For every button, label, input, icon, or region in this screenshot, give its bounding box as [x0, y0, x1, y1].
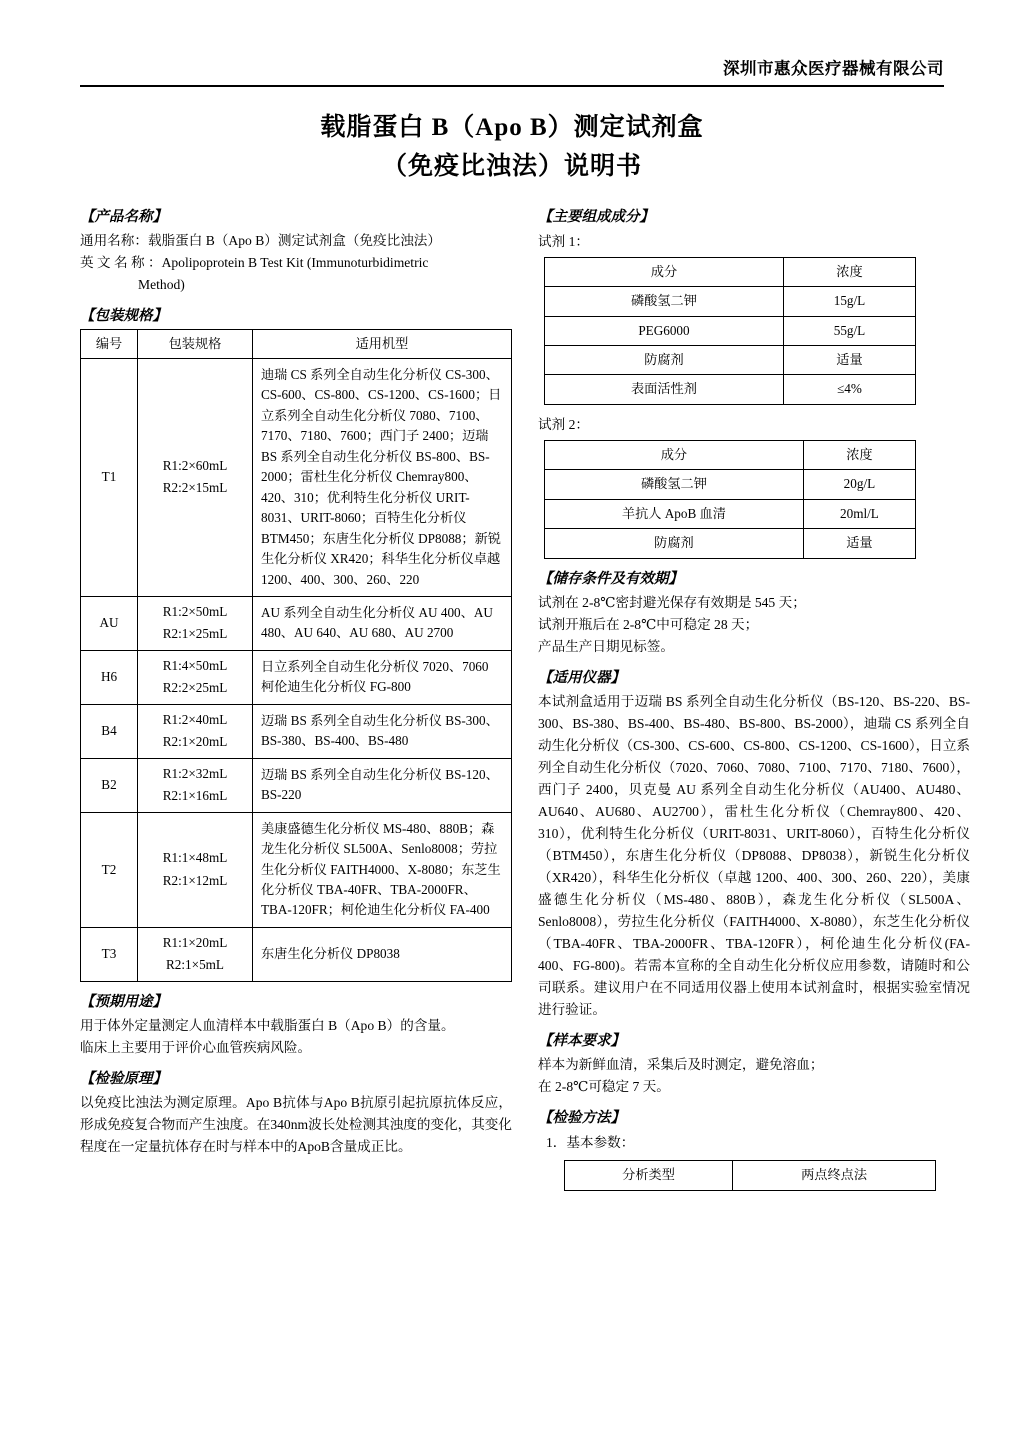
spec-line-r1: R1:2×60mL [162, 458, 228, 474]
table-row [545, 529, 916, 558]
cell-component: 羊抗人 ApoB 血清 [545, 499, 804, 528]
cell-spec [138, 359, 253, 597]
cell-concentration: 20g/L [803, 470, 915, 499]
spec-line-r2: R2:1×20mL [162, 734, 228, 750]
cell-param-name: 分析类型 [565, 1161, 733, 1190]
title-line-2: （免疫比浊法）说明书 [381, 152, 642, 180]
page-title [80, 109, 944, 187]
test-principle-text: 以免疫比浊法为测定原理。Apo B抗体与Apo B抗原引起抗原抗体反应，形成免疫复合物而产生浊度。在340nm波长处检测其浊度的变化，其变化程度在一定量抗体存在时与样本中的ApoB含量成正比。 [80, 1094, 512, 1154]
cell-component: 防腐剂 [545, 529, 804, 558]
company-name: 深圳市惠众医疗器械有限公司 [723, 59, 944, 78]
table-row [81, 927, 512, 981]
col-header-concentration: 浓度 [783, 257, 915, 286]
cell-code: B2 [81, 758, 138, 812]
cell-spec [138, 650, 253, 704]
intended-use-line-1: 用于体外定量测定人血清样本中载脂蛋白 B（Apo B）的含量。 [80, 1017, 455, 1033]
section-test-method: 【检验方法】 [538, 1110, 625, 1127]
table-row [565, 1161, 936, 1190]
col-header-component: 成分 [545, 257, 784, 286]
section-test-principle: 【检验原理】 [80, 1070, 167, 1087]
two-column-body [80, 197, 971, 1191]
cell-component: PEG6000 [545, 316, 784, 345]
cell-concentration: 适量 [783, 345, 915, 374]
table-header-row [81, 329, 512, 358]
cell-code: T1 [81, 359, 138, 597]
table-row [81, 812, 512, 927]
table-row [545, 375, 916, 404]
table-header-row [545, 440, 916, 469]
basic-parameters-table [564, 1160, 936, 1190]
reagent1-table [544, 257, 916, 405]
english-name-row [80, 252, 512, 274]
table-row [81, 650, 512, 704]
table-row [81, 359, 512, 597]
cell-code: H6 [81, 650, 138, 704]
cell-code: T2 [81, 812, 138, 927]
storage-line-1: 试剂在 2-8℃密封避光保存有效期是 545 天； [538, 594, 806, 610]
table-row [545, 345, 916, 374]
cell-concentration: 适量 [803, 529, 915, 558]
storage-line-3: 产品生产日期见标签。 [538, 638, 674, 654]
cell-models: 东唐生化分析仪 DP8038 [253, 927, 512, 981]
cell-component: 防腐剂 [545, 345, 784, 374]
table-header-row [545, 257, 916, 286]
section-intended-use: 【预期用途】 [80, 993, 167, 1010]
col-header-component: 成分 [545, 440, 804, 469]
title-line-1: 载脂蛋白 B（Apo B）测定试剂盒 [320, 114, 704, 141]
spec-line-r1: R1:1×48mL [162, 850, 228, 866]
col-header-concentration: 浓度 [803, 440, 915, 469]
method-item-basic-params: 1．基本参数： [546, 1135, 635, 1151]
cell-code: B4 [81, 704, 138, 758]
cell-param-value: 两点终点法 [733, 1161, 936, 1190]
cell-spec [138, 596, 253, 650]
english-name-label: 英 文 名 称 ： [80, 254, 162, 270]
spec-line-r2: R2:2×25mL [162, 680, 228, 696]
table-row [545, 499, 916, 528]
table-row [545, 470, 916, 499]
english-name-value: Apolipoprotein B Test Kit (Immunoturbidimetric [161, 254, 429, 270]
package-spec-table [80, 329, 512, 982]
reagent1-label: 试剂 1： [538, 233, 589, 249]
cell-spec [138, 927, 253, 981]
section-storage: 【储存条件及有效期】 [538, 570, 683, 587]
spec-line-r2: R2:1×16mL [162, 788, 228, 804]
section-instruments: 【适用仪器】 [538, 669, 625, 686]
cell-models: 美康盛德生化分析仪 MS-480、880B；森龙生化分析仪 SL500A、Senlo8008；劳拉生化分析仪 FAITH4000、X-8080；东芝生化分析仪 TBA-40FR、TBA-2000FR、TBA-120FR；柯伦迪生化分析仪 FA-400 [253, 812, 512, 927]
col-header-spec: 包装规格 [138, 329, 253, 358]
cell-component: 磷酸氢二钾 [545, 470, 804, 499]
table-row [81, 596, 512, 650]
section-sample-requirement: 【样本要求】 [538, 1033, 625, 1050]
cell-concentration: 55g/L [783, 316, 915, 345]
section-product-name: 【产品名称】 [80, 208, 167, 225]
spec-line-r2: R2:1×5mL [166, 957, 224, 973]
reagent2-label: 试剂 2： [538, 416, 589, 432]
cell-spec [138, 704, 253, 758]
cell-models: 迪瑞 CS 系列全自动生化分析仪 CS-300、CS-600、CS-800、CS-1200、CS-1600；日立系列全自动生化分析仪 7080、7100、7170、7180、7600；西门子 2400；迈瑞 BS 系列全自动生化分析仪 BS-800、BS-2000；雷杜生化分析仪 Chemray800、420、310；优利特生化分析仪 URIT-8031、URIT-8060；百特生化分析仪 BTM450；东唐生化分析仪 DP8088；新锐生化分析仪 XR420；科华生化分析仪卓越 1200、400、300、260、220 [253, 359, 512, 597]
section-package-spec: 【包装规格】 [80, 307, 167, 324]
spec-line-r1: R1:4×50mL [162, 657, 228, 673]
section-composition: 【主要组成成分】 [538, 208, 654, 225]
cell-concentration: 20ml/L [803, 499, 915, 528]
spec-line-r2: R2:1×25mL [162, 626, 228, 642]
table-row [81, 704, 512, 758]
cell-spec [138, 812, 253, 927]
table-row [81, 758, 512, 812]
spec-line-r1: R1:2×40mL [162, 711, 228, 727]
cell-concentration: ≤4% [783, 375, 915, 404]
cell-spec [138, 758, 253, 812]
cell-component: 表面活性剂 [545, 375, 784, 404]
spec-line-r1: R1:1×20mL [162, 934, 228, 950]
cell-models: 迈瑞 BS 系列全自动生化分析仪 BS-300、BS-380、BS-400、BS-480 [253, 704, 512, 758]
cell-concentration: 15g/L [783, 287, 915, 316]
instruments-text: 本试剂盒适用于迈瑞 BS 系列全自动生化分析仪（BS-120、BS-220、BS-300、BS-380、BS-400、BS-480、BS-800、BS-2000），迪瑞 CS 系列全自动生化分析仪（CS-300、CS-600、CS-800、CS-1200、CS-1600），日立系列全自动生化分析仪（7020、7060、7080、7100、7170、7180、7600），西门子 2400，贝克曼 AU 系列全自动生化分析仪（AU400、AU480、AU640、AU680、AU2700），雷杜生化分析仪（Chemray800、420、310），优利特生化分析仪（URIT-8031、URIT-8060），百特生化分析仪（BTM450），东唐生化分析仪（DP8088、DP8038），新锐生化分析仪（XR420），科华生化分析仪（卓越 1200、400、300、260、220），美康盛德生化分析仪（MS-480、880B），森龙生化分析仪（SL500A、Senlo8008），劳拉生化分析仪（FAITH4000、X-8080），东芝生化分析仪（TBA-40FR、TBA-2000FR、TBA-120FR），柯伦迪生化分析仪(FA-400、FG-800)。若需本宣称的全自动生化分析仪应用参数，请随时和公司联系。建议用户在不同适用仪器上使用本试剂盒时，根据实验室情况进行验证。 [538, 693, 971, 1018]
page-header [80, 55, 944, 85]
left-column [80, 197, 512, 1191]
spec-line-r2: R2:2×15mL [162, 480, 228, 496]
spec-line-r1: R1:2×32mL [162, 765, 228, 781]
col-header-models: 适用机型 [253, 329, 512, 358]
spec-line-r2: R2:1×12mL [162, 872, 228, 888]
generic-name: 通用名称：载脂蛋白 B（Apo B）测定试剂盒（免疫比浊法） [80, 232, 441, 248]
cell-models: 日立系列全自动生化分析仪 7020、7060 柯伦迪生化分析仪 FG-800 [253, 650, 512, 704]
right-column [538, 197, 970, 1191]
cell-code: AU [81, 596, 138, 650]
intended-use-line-2: 临床上主要用于评价心血管疾病风险。 [80, 1039, 312, 1055]
spec-line-r1: R1:2×50mL [162, 604, 228, 619]
sample-line-1: 样本为新鲜血清，采集后及时测定，避免溶血； [538, 1057, 824, 1073]
cell-models: AU 系列全自动生化分析仪 AU 400、AU 480、AU 640、AU 680、AU 2700 [253, 596, 512, 650]
sample-line-2: 在 2-8℃可稳定 7 天。 [538, 1079, 670, 1095]
table-row [545, 316, 916, 345]
reagent2-table [544, 440, 916, 559]
cell-models: 迈瑞 BS 系列全自动生化分析仪 BS-120、BS-220 [253, 758, 512, 812]
storage-line-2: 试剂开瓶后在 2-8℃中可稳定 28 天； [538, 616, 759, 632]
table-row [545, 287, 916, 316]
header-divider [80, 85, 944, 87]
col-header-code: 编号 [81, 329, 138, 358]
cell-code: T3 [81, 927, 138, 981]
english-name-cont: Method) [138, 276, 185, 292]
cell-component: 磷酸氢二钾 [545, 287, 784, 316]
